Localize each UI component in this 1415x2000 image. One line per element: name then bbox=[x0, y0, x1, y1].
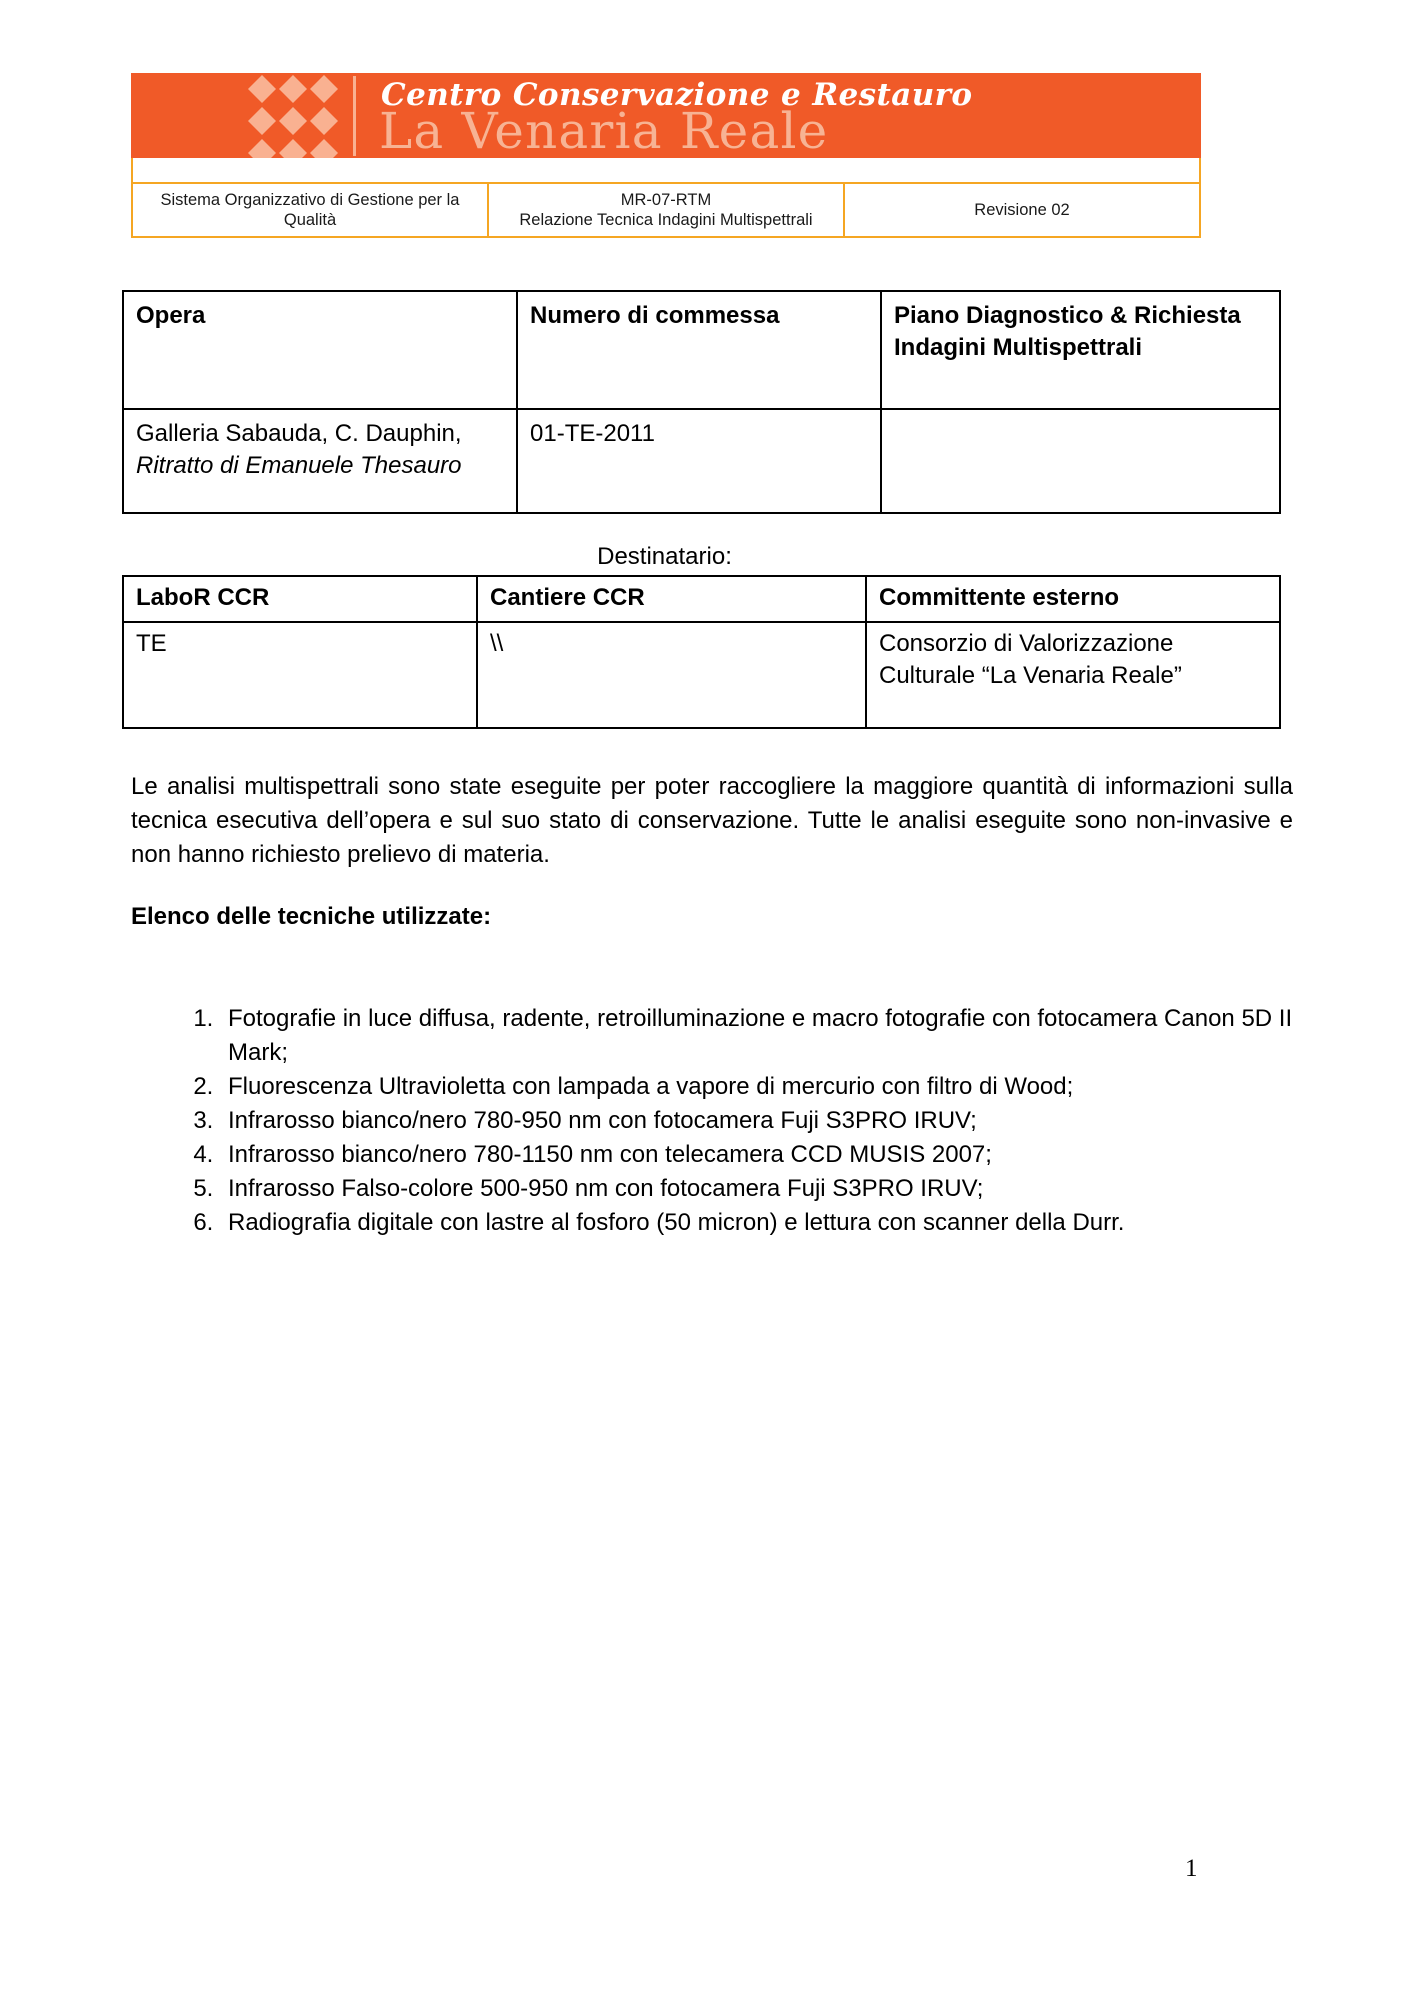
destinatario-header-row bbox=[123, 576, 1280, 622]
meta-cell-document bbox=[488, 183, 844, 237]
list-item: 4. Infrarosso bianco/nero 780-1150 nm con telecamera CCD MUSIS 2007; bbox=[220, 1138, 1340, 1172]
meta-spacer-cell bbox=[132, 158, 1200, 183]
opera-table bbox=[122, 290, 1281, 514]
intro-paragraph: Le analisi multispettrali sono state eseguite per poter raccogliere la maggiore quantità di informazioni sulla tecnica esecutiva dell’opera e sul suo stato di conservazione. Tutte le analisi eseguite sono non-invasive e non hanno richiesto prelievo di materia. bbox=[131, 773, 1293, 869]
list-item: 1. Fotografie in luce diffusa, radente, retroilluminazione e macro fotografie con fotocamera Canon 5D II Mark; bbox=[220, 1002, 1340, 1070]
list-item: 3. Infrarosso bianco/nero 780-950 nm con fotocamera Fuji S3PRO IRUV; bbox=[220, 1104, 1340, 1138]
opera-header-numero: Numero di commessa bbox=[517, 291, 881, 409]
techniques-list bbox=[175, 1002, 1340, 1241]
destinatario-table bbox=[122, 575, 1281, 729]
header-banner bbox=[131, 73, 1201, 158]
opera-cell-numero: 01-TE-2011 bbox=[517, 409, 881, 513]
document-meta-table bbox=[131, 158, 1201, 238]
diamond-grid-icon bbox=[246, 73, 340, 158]
opera-title-plain: Galleria Sabauda, C. Dauphin, bbox=[136, 420, 462, 447]
destinatario-cell-committente: Consorzio di Valorizzazione Culturale “La Venaria Reale” bbox=[866, 622, 1280, 728]
destinatario-cell-cantiere: \\ bbox=[477, 622, 866, 728]
destinatario-cell-labor: TE bbox=[123, 622, 477, 728]
meta-spacer-row bbox=[132, 158, 1200, 183]
banner-title-primary: Centro Conservazione e Restauro bbox=[381, 77, 973, 113]
destinatario-data-row bbox=[123, 622, 1280, 728]
list-item: 2. Fluorescenza Ultravioletta con lampada a vapore di mercurio con filtro di Wood; bbox=[220, 1070, 1340, 1104]
logo-divider bbox=[353, 76, 356, 156]
banner-background bbox=[131, 73, 1201, 158]
page-number: 1 bbox=[1185, 1855, 1198, 1882]
meta-content-row bbox=[132, 183, 1200, 237]
meta-cell-system: Sistema Organizzativo di Gestione per la Qualità bbox=[132, 183, 488, 237]
destinatario-header-cantiere: Cantiere CCR bbox=[477, 576, 866, 622]
destinatario-header-labor: LaboR CCR bbox=[123, 576, 477, 622]
opera-data-row bbox=[123, 409, 1280, 513]
opera-header-row bbox=[123, 291, 1280, 409]
section-heading-tecniche: Elenco delle tecniche utilizzate: bbox=[131, 903, 492, 930]
opera-cell-piano bbox=[881, 409, 1280, 513]
opera-cell-title bbox=[123, 409, 517, 513]
destinatario-header-committente: Committente esterno bbox=[866, 576, 1280, 622]
list-item: 5. Infrarosso Falso-colore 500-950 nm con fotocamera Fuji S3PRO IRUV; bbox=[220, 1172, 1340, 1206]
meta-cell-revision: Revisione 02 bbox=[844, 183, 1200, 237]
opera-header-opera: Opera bbox=[123, 291, 517, 409]
opera-title-italic: Ritratto di Emanuele Thesauro bbox=[136, 451, 462, 479]
list-item: 6. Radiografia digitale con lastre al fosforo (50 micron) e lettura con scanner della Durr. bbox=[220, 1206, 1340, 1240]
destinatario-label: Destinatario: bbox=[597, 543, 732, 570]
meta-document-title: Relazione Tecnica Indagini Multispettrali bbox=[519, 211, 813, 229]
meta-document-code: MR-07-RTM bbox=[620, 190, 712, 209]
banner-title-secondary: La Venaria Reale bbox=[379, 102, 829, 158]
opera-header-piano: Piano Diagnostico & Richiesta Indagini Multispettrali bbox=[881, 291, 1280, 409]
